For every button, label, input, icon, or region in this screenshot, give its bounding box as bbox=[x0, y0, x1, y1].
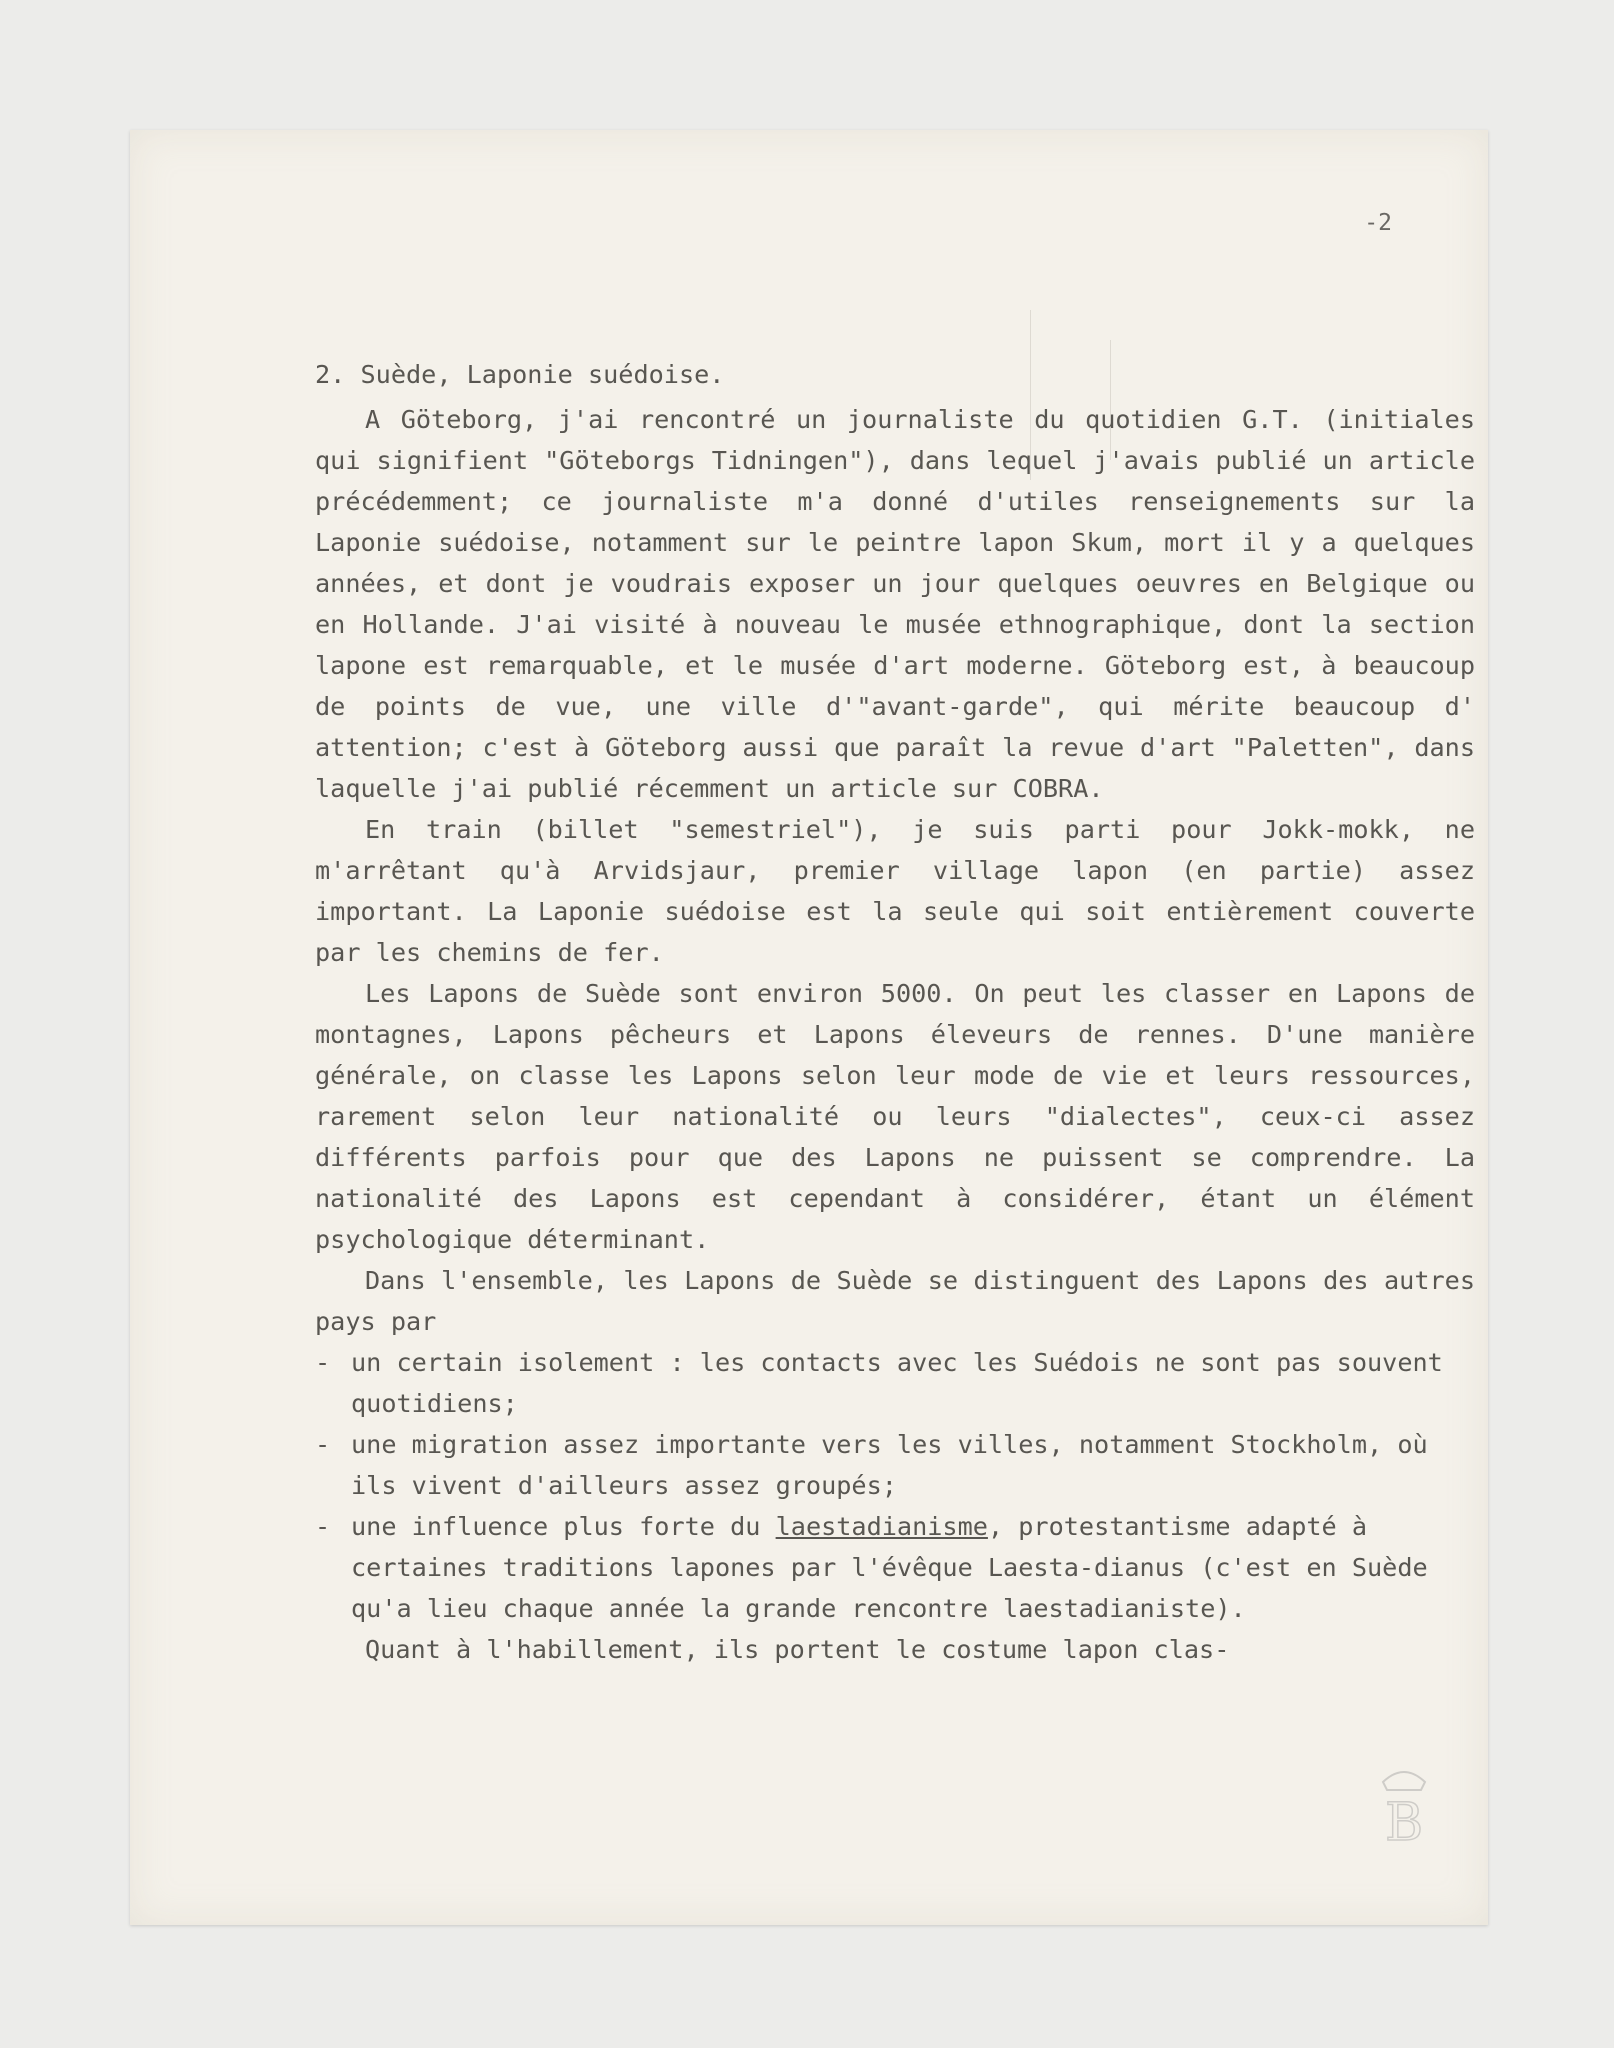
paragraph: A Göteborg, j'ai rencontré un journaliste du quotidien G.T. (initiales qui signifient "Göteborgs Tidningen"), dans lequel j'avais publié un article précédemment; ce journaliste m'a donné d'utiles renseignements sur la Laponie suédoise, notamment sur le peintre lapon Skum, mort il y a quelques années, et dont je voudrais exposer un jour quelques oeuvres en Belgique ou en Hollande. J'ai visité à nouveau le musée ethnographique, dont la section lapone est remarquable, et le musée d'art moderne. Göteborg est, à beaucoup de points de vue, une ville d'"avant-garde", qui mérite beaucoup d' attention; c'est à Göteborg aussi que paraît la revue d'art "Paletten", dans laquelle j'ai publié récemment un article sur COBRA. bbox=[315, 405, 1475, 803]
list-item-text: une migration assez importante vers les villes, notamment Stockholm, où ils vivent d'ailleurs assez groupés; bbox=[351, 1430, 1428, 1500]
list-item bbox=[315, 1506, 1475, 1629]
list-dash: - bbox=[315, 1512, 331, 1541]
library-stamp-watermark bbox=[1365, 1760, 1443, 1878]
list-dash: - bbox=[315, 1430, 331, 1459]
section-heading: 2. Suède, Laponie suédoise. bbox=[315, 360, 725, 389]
svg-text:B: B bbox=[1385, 1793, 1424, 1853]
closing-paragraph: Quant à l'habillement, ils portent le costume lapon clas- bbox=[365, 1635, 1230, 1664]
list-item bbox=[315, 1424, 1475, 1506]
list-item-text-before: une influence plus forte du bbox=[351, 1512, 776, 1541]
list-dash: - bbox=[315, 1348, 331, 1377]
paragraph: Les Lapons de Suède sont environ 5000. On peut les classer en Lapons de montagnes, Lapons pêcheurs et Lapons éleveurs de rennes. D'une manière générale, on classe les Lapons selon leur mode de vie et leurs ressources, rarement selon leur nationalité ou leurs "dialectes", ceux-ci assez différents parfois pour que des Lapons ne puissent se comprendre. La nationalité des Lapons est cependant à considérer, étant un élément psychologique déterminant. bbox=[315, 979, 1475, 1254]
page-number: -2 bbox=[1364, 210, 1392, 236]
list-item-text: un certain isolement : les contacts avec les Suédois ne sont pas souvent quotidiens; bbox=[351, 1348, 1443, 1418]
paragraph: Dans l'ensemble, les Lapons de Suède se distinguent des Lapons des autres pays par bbox=[315, 1266, 1475, 1336]
document-body bbox=[315, 354, 1475, 1670]
paragraph: En train (billet "semestriel"), je suis parti pour Jokk-mokk, ne m'arrêtant qu'à Arvidsjaur, premier village lapon (en partie) assez important. La Laponie suédoise est la seule qui soit entièrement couverte par les chemins de fer. bbox=[315, 815, 1475, 967]
list-item bbox=[315, 1342, 1475, 1424]
list-item-text-after: , protestantisme adapté à certaines traditions lapones par l'évêque Laesta-dianus (c'est en Suède qu'a lieu chaque année la grande rencontre laestadianiste). bbox=[351, 1512, 1428, 1623]
underlined-term: laestadianisme bbox=[775, 1512, 988, 1541]
